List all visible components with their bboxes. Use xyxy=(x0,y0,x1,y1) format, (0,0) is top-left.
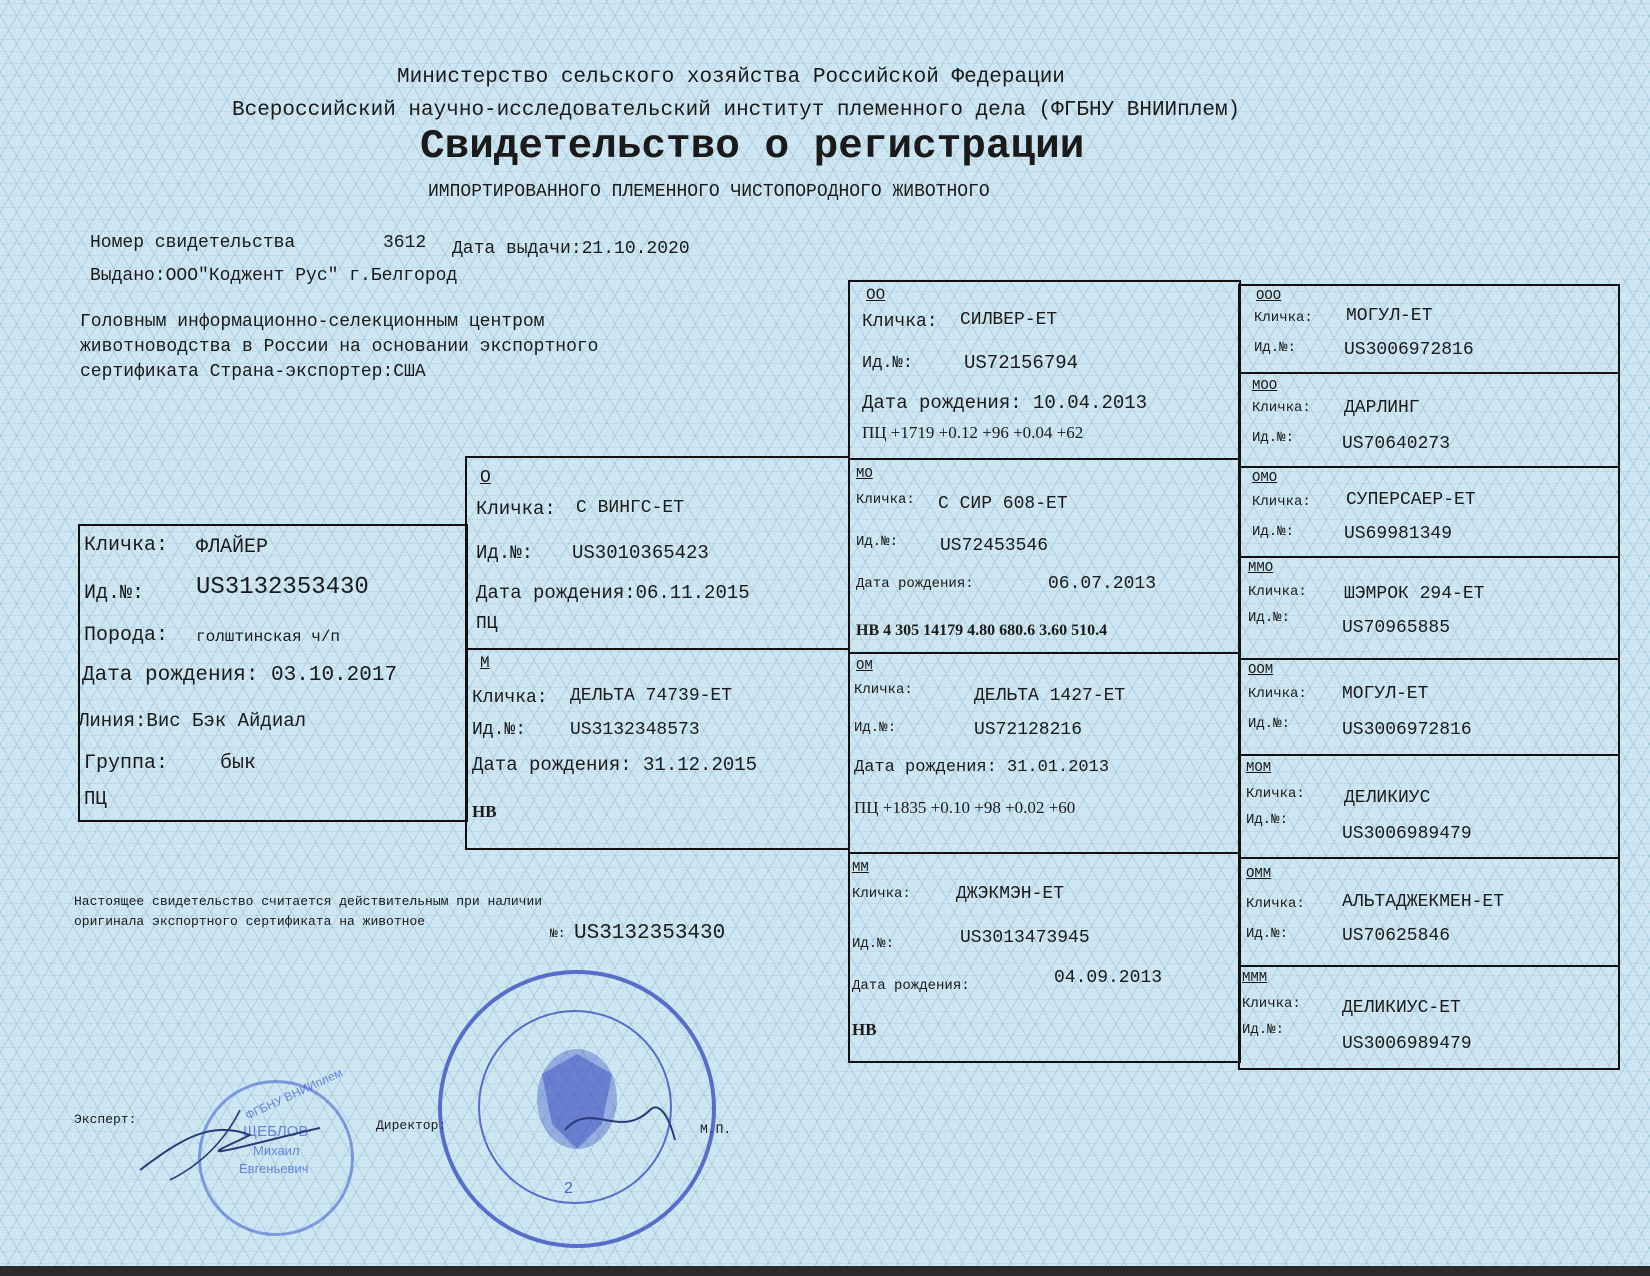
moo-name: ДАРЛИНГ xyxy=(1344,398,1420,418)
gp-divider-3 xyxy=(848,852,1241,854)
mmm-name-label: Кличка: xyxy=(1242,996,1301,1012)
sire-pc: ПЦ xyxy=(476,614,498,634)
dam-birth: Дата рождения: 31.12.2015 xyxy=(472,754,758,776)
ggp-divider-6 xyxy=(1240,857,1620,859)
mom-id: US3006989479 xyxy=(1342,824,1472,844)
oo-code: ОО xyxy=(866,286,886,304)
mo-birth: 06.07.2013 xyxy=(1048,574,1157,594)
omm-code: ОММ xyxy=(1246,866,1272,882)
document-title: Свидетельство о регистрации xyxy=(420,124,1085,170)
ooo-id-label: Ид.№: xyxy=(1254,340,1297,356)
omo-name-label: Кличка: xyxy=(1252,494,1311,510)
scan-edge xyxy=(0,1266,1650,1276)
basis-line-2: животноводства в России на основании экспортного xyxy=(80,337,599,357)
expert-stamp-org: ФГБНУ ВНИИплем xyxy=(242,1065,345,1123)
ggp-divider-1 xyxy=(1240,372,1620,374)
animal-name-label: Кличка: xyxy=(84,534,169,557)
mm-name-label: Кличка: xyxy=(852,886,911,902)
issue-date: Дата выдачи:21.10.2020 xyxy=(452,239,690,259)
dam-id-label: Ид.№: xyxy=(472,720,527,740)
expert-signature xyxy=(130,1100,330,1190)
dam-id: US3132348573 xyxy=(570,720,700,740)
animal-id: US3132353430 xyxy=(196,574,369,601)
animal-breed: голштинская ч/п xyxy=(196,628,341,646)
mm-id-label: Ид.№: xyxy=(852,936,895,952)
sire-name-label: Кличка: xyxy=(476,498,556,520)
expert-label: Эксперт: xyxy=(74,1112,137,1127)
mmo-id-label: Ид.№: xyxy=(1248,610,1291,626)
institute-line: Всероссийский научно-исследовательский институт племенного дела (ФГБНУ ВНИИплем) xyxy=(232,99,1241,122)
mm-id: US3013473945 xyxy=(960,928,1090,948)
animal-breed-label: Порода: xyxy=(84,624,169,647)
oo-id: US72156794 xyxy=(964,352,1079,374)
omo-name: СУПЕРСАЕР-ЕТ xyxy=(1346,490,1476,510)
oom-code: ООМ xyxy=(1248,662,1274,678)
mo-name: С СИР 608-ЕТ xyxy=(938,494,1068,514)
om-birth: Дата рождения: 31.01.2013 xyxy=(854,758,1110,777)
mo-id-label: Ид.№: xyxy=(856,534,899,550)
parents-divider xyxy=(465,648,850,650)
moo-id-label: Ид.№: xyxy=(1252,430,1295,446)
mm-extra: НВ xyxy=(852,1020,877,1039)
expert-stamp-surname: ЩЕБЛОВ xyxy=(243,1123,309,1140)
dam-code: М xyxy=(480,654,490,672)
ggp-divider-3 xyxy=(1240,556,1620,558)
animal-line: Линия:Вис Бэк Айдиал xyxy=(78,710,307,732)
omm-name-label: Кличка: xyxy=(1246,896,1305,912)
oom-id: US3006972816 xyxy=(1342,720,1472,740)
mo-name-label: Кличка: xyxy=(856,492,915,508)
dam-extra: НВ xyxy=(472,802,497,821)
oom-name: МОГУЛ-ЕТ xyxy=(1342,684,1429,704)
omo-id-label: Ид.№: xyxy=(1252,524,1295,540)
omm-id: US70625846 xyxy=(1342,926,1451,946)
omm-name: АЛЬТАДЖЕКМЕН-ЕТ xyxy=(1342,892,1505,912)
mp-label: М.П. xyxy=(700,1122,732,1137)
mmo-name-label: Кличка: xyxy=(1248,584,1307,600)
mom-name: ДЕЛИКИУС xyxy=(1344,788,1431,808)
animal-pc: ПЦ xyxy=(84,788,107,810)
mmm-name: ДЕЛИКИУС-ЕТ xyxy=(1342,998,1461,1018)
oo-birth: Дата рождения: 10.04.2013 xyxy=(862,392,1148,414)
om-id: US72128216 xyxy=(974,720,1083,740)
basis-line-3: сертификата Страна-экспортер:США xyxy=(80,362,426,382)
om-id-label: Ид.№: xyxy=(854,720,897,736)
mmo-name: ШЭМРОК 294-ЕТ xyxy=(1344,584,1485,604)
mm-name: ДЖЭКМЭН-ЕТ xyxy=(956,884,1065,904)
mo-id: US72453546 xyxy=(940,536,1049,556)
ggp-divider-2 xyxy=(1240,466,1620,468)
dam-name: ДЕЛЬТА 74739-ЕТ xyxy=(570,686,733,706)
mo-code: МО xyxy=(856,466,873,482)
ooo-name: МОГУЛ-ЕТ xyxy=(1346,306,1433,326)
mmo-code: ММО xyxy=(1248,560,1274,576)
mmm-id: US3006989479 xyxy=(1342,1034,1472,1054)
om-name-label: Кличка: xyxy=(854,682,913,698)
mmm-id-label: Ид.№: xyxy=(1242,1022,1285,1038)
oo-pc: ПЦ +1719 +0.12 +96 +0.04 +62 xyxy=(862,423,1084,442)
sire-code: О xyxy=(480,468,491,488)
expert-stamp-name: Михаил xyxy=(253,1143,300,1158)
sire-name: С ВИНГС-ЕТ xyxy=(576,498,685,518)
omo-code: ОМО xyxy=(1252,470,1278,486)
ministry-line: Министерство сельского хозяйства Российской Федерации xyxy=(397,66,1065,89)
oo-id-label: Ид.№: xyxy=(862,354,914,373)
om-code: ОМ xyxy=(856,658,873,674)
ooo-code: ООО xyxy=(1256,288,1282,304)
om-name: ДЕЛЬТА 1427-ЕТ xyxy=(974,686,1126,706)
sire-birth: Дата рождения:06.11.2015 xyxy=(476,582,750,604)
ggp-divider-5 xyxy=(1240,754,1620,756)
certificate-number: 3612 xyxy=(383,233,427,253)
moo-id: US70640273 xyxy=(1342,434,1451,454)
gp-divider-2 xyxy=(848,652,1241,654)
issued-to: Выдано:ООО"Коджент Рус" г.Белгород xyxy=(90,266,458,286)
validity-line-2: оригинала экспортного сертификата на животное xyxy=(74,914,426,929)
mmo-id: US70965885 xyxy=(1342,618,1451,638)
om-pc: ПЦ +1835 +0.10 +98 +0.02 +60 xyxy=(854,798,1076,817)
ggp-divider-4 xyxy=(1240,658,1620,660)
director-label: Директор: xyxy=(376,1118,447,1133)
mm-birth-label: Дата рождения: xyxy=(852,978,970,994)
oom-name-label: Кличка: xyxy=(1248,686,1307,702)
animal-group: бык xyxy=(220,752,257,775)
basis-line-1: Головным информационно-селекционным центром xyxy=(80,312,545,332)
director-signature xyxy=(560,1080,680,1160)
oom-id-label: Ид.№: xyxy=(1248,716,1291,732)
dam-name-label: Кличка: xyxy=(472,688,548,708)
mm-birth: 04.09.2013 xyxy=(1054,968,1163,988)
mom-name-label: Кличка: xyxy=(1246,786,1305,802)
animal-id-label: Ид.№: xyxy=(84,582,145,605)
oo-name: СИЛВЕР-ЕТ xyxy=(960,310,1058,330)
oo-name-label: Кличка: xyxy=(862,312,938,332)
mmm-code: МММ xyxy=(1242,970,1268,986)
moo-code: МОО xyxy=(1252,378,1278,394)
ooo-id: US3006972816 xyxy=(1344,340,1474,360)
document-subtitle: ИМПОРТИРОВАННОГО ПЛЕМЕННОГО ЧИСТОПОРОДНОГО ЖИВОТНОГО xyxy=(428,182,990,202)
moo-name-label: Кличка: xyxy=(1252,400,1311,416)
animal-group-label: Группа: xyxy=(84,752,169,775)
ooo-name-label: Кличка: xyxy=(1254,310,1313,326)
mo-extra: НВ 4 305 14179 4.80 680.6 3.60 510.4 xyxy=(856,622,1108,639)
certificate-number-label: Номер свидетельства xyxy=(90,233,296,253)
omo-id: US69981349 xyxy=(1344,524,1453,544)
animal-name: ФЛАЙЕР xyxy=(196,536,269,559)
institute-stamp-number: 2 xyxy=(564,1180,573,1197)
sire-id-label: Ид.№: xyxy=(476,542,534,564)
ggp-divider-7 xyxy=(1240,965,1620,967)
validity-line-1: Настоящее свидетельство считается действительным при наличии xyxy=(74,894,543,909)
mo-birth-label: Дата рождения: xyxy=(856,576,974,592)
validity-number-label: №: xyxy=(550,926,566,941)
gp-divider-1 xyxy=(848,458,1241,460)
validity-animal-id: US3132353430 xyxy=(574,922,726,945)
sire-id: US3010365423 xyxy=(572,542,709,564)
mom-id-label: Ид.№: xyxy=(1246,812,1289,828)
mm-code: ММ xyxy=(852,860,869,876)
omm-id-label: Ид.№: xyxy=(1246,926,1289,942)
animal-birth: Дата рождения: 03.10.2017 xyxy=(82,664,398,687)
mom-code: МОМ xyxy=(1246,760,1272,776)
expert-stamp-patronymic: Евгеньевич xyxy=(239,1161,309,1176)
